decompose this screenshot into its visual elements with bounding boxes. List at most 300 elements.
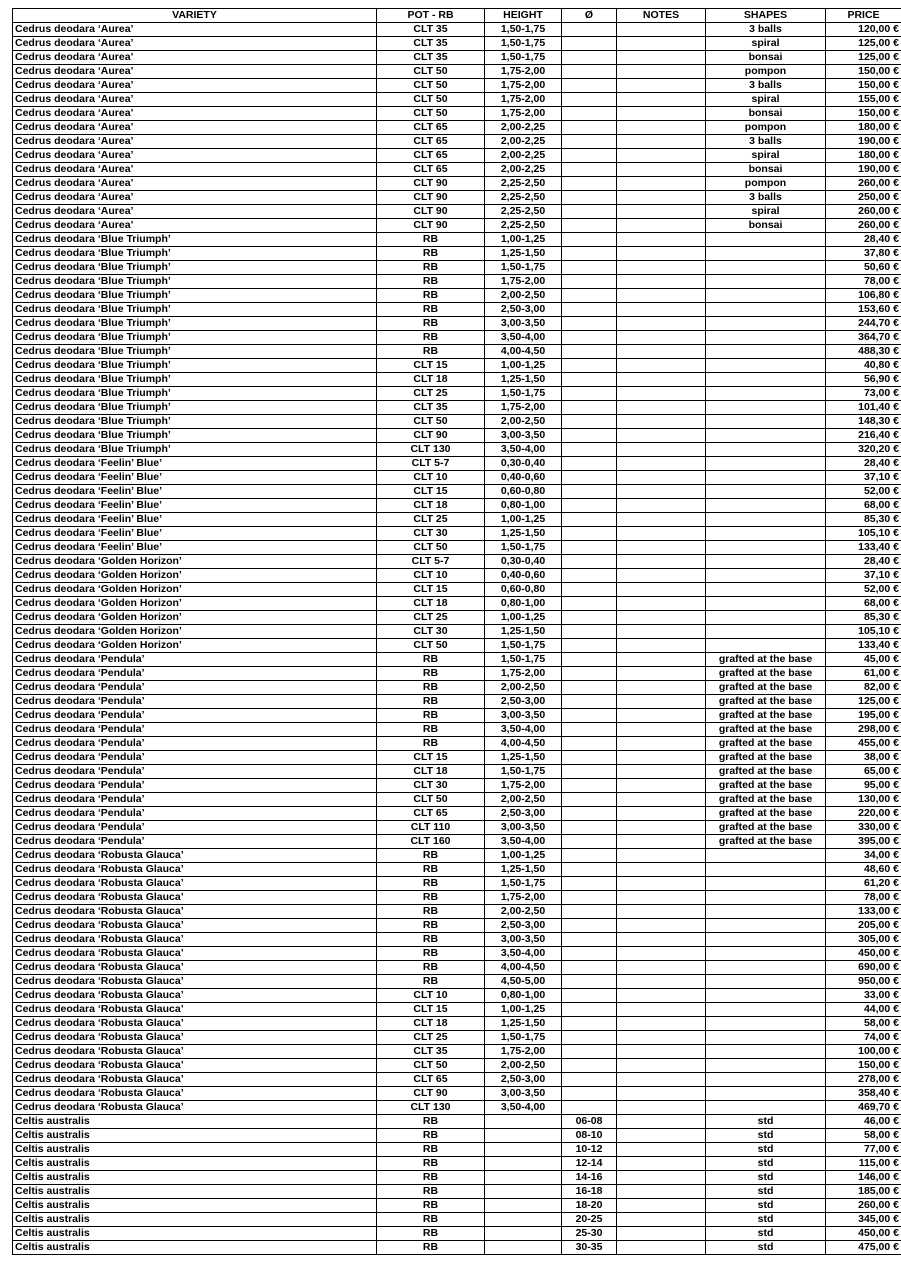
diameter-cell bbox=[562, 793, 617, 807]
shape-cell bbox=[706, 317, 826, 331]
diameter-cell bbox=[562, 835, 617, 849]
height-cell: 3,50-4,00 bbox=[485, 443, 562, 457]
height-cell bbox=[485, 1115, 562, 1129]
pot-cell: RB bbox=[377, 891, 485, 905]
price-cell: 153,60 € bbox=[826, 303, 901, 317]
notes-cell bbox=[617, 289, 706, 303]
variety-cell: Cedrus deodara ‘Aurea’ bbox=[13, 177, 377, 191]
height-cell: 1,25-1,50 bbox=[485, 373, 562, 387]
table-row bbox=[13, 597, 901, 611]
height-cell: 3,00-3,50 bbox=[485, 821, 562, 835]
notes-cell bbox=[617, 1031, 706, 1045]
pot-cell: RB bbox=[377, 1199, 485, 1213]
pot-cell: RB bbox=[377, 919, 485, 933]
diameter-cell bbox=[562, 1059, 617, 1073]
diameter-cell bbox=[562, 667, 617, 681]
variety-cell: Cedrus deodara ‘Robusta Glauca’ bbox=[13, 1017, 377, 1031]
price-cell: 44,00 € bbox=[826, 1003, 901, 1017]
height-cell: 0,80-1,00 bbox=[485, 597, 562, 611]
diameter-cell bbox=[562, 51, 617, 65]
notes-cell bbox=[617, 359, 706, 373]
height-cell bbox=[485, 1157, 562, 1171]
diameter-cell bbox=[562, 247, 617, 261]
table-row bbox=[13, 807, 901, 821]
diameter-cell bbox=[562, 723, 617, 737]
pot-cell: RB bbox=[377, 961, 485, 975]
height-cell: 1,50-1,75 bbox=[485, 261, 562, 275]
pot-cell: RB bbox=[377, 1171, 485, 1185]
price-cell: 50,60 € bbox=[826, 261, 901, 275]
notes-cell bbox=[617, 975, 706, 989]
diameter-cell: 08-10 bbox=[562, 1129, 617, 1143]
pot-cell: CLT 35 bbox=[377, 23, 485, 37]
pot-cell: CLT 90 bbox=[377, 177, 485, 191]
price-cell: 364,70 € bbox=[826, 331, 901, 345]
notes-cell bbox=[617, 429, 706, 443]
height-cell: 1,50-1,75 bbox=[485, 765, 562, 779]
diameter-cell bbox=[562, 429, 617, 443]
table-row bbox=[13, 863, 901, 877]
variety-cell: Cedrus deodara ‘Robusta Glauca’ bbox=[13, 1003, 377, 1017]
diameter-cell bbox=[562, 1003, 617, 1017]
variety-cell: Cedrus deodara ‘Pendula’ bbox=[13, 793, 377, 807]
diameter-cell bbox=[562, 359, 617, 373]
table-row bbox=[13, 401, 901, 415]
table-row bbox=[13, 359, 901, 373]
notes-cell bbox=[617, 1199, 706, 1213]
diameter-cell bbox=[562, 121, 617, 135]
notes-cell bbox=[617, 919, 706, 933]
shape-cell: grafted at the base bbox=[706, 681, 826, 695]
price-cell: 37,10 € bbox=[826, 471, 901, 485]
price-cell: 455,00 € bbox=[826, 737, 901, 751]
pot-cell: CLT 65 bbox=[377, 121, 485, 135]
height-cell: 1,25-1,50 bbox=[485, 751, 562, 765]
pot-cell: CLT 5-7 bbox=[377, 555, 485, 569]
shape-cell: grafted at the base bbox=[706, 779, 826, 793]
variety-cell: Celtis australis bbox=[13, 1227, 377, 1241]
diameter-cell bbox=[562, 233, 617, 247]
price-cell: 101,40 € bbox=[826, 401, 901, 415]
price-cell: 28,40 € bbox=[826, 457, 901, 471]
table-row bbox=[13, 751, 901, 765]
price-cell: 250,00 € bbox=[826, 191, 901, 205]
price-cell: 58,00 € bbox=[826, 1129, 901, 1143]
notes-cell bbox=[617, 23, 706, 37]
shape-cell bbox=[706, 933, 826, 947]
price-cell: 180,00 € bbox=[826, 149, 901, 163]
table-row bbox=[13, 821, 901, 835]
table-row bbox=[13, 275, 901, 289]
pot-cell: RB bbox=[377, 863, 485, 877]
variety-cell: Cedrus deodara ‘Feelin’ Blue’ bbox=[13, 485, 377, 499]
header-pot-rb: POT - RB bbox=[377, 9, 485, 23]
diameter-cell bbox=[562, 1045, 617, 1059]
pot-cell: RB bbox=[377, 709, 485, 723]
shape-cell: std bbox=[706, 1143, 826, 1157]
pot-cell: CLT 25 bbox=[377, 1031, 485, 1045]
variety-cell: Cedrus deodara ‘Aurea’ bbox=[13, 205, 377, 219]
diameter-cell bbox=[562, 863, 617, 877]
variety-cell: Cedrus deodara ‘Robusta Glauca’ bbox=[13, 877, 377, 891]
diameter-cell bbox=[562, 275, 617, 289]
variety-cell: Cedrus deodara ‘Robusta Glauca’ bbox=[13, 891, 377, 905]
price-cell: 345,00 € bbox=[826, 1213, 901, 1227]
shape-cell: spiral bbox=[706, 37, 826, 51]
height-cell bbox=[485, 1213, 562, 1227]
notes-cell bbox=[617, 443, 706, 457]
pot-cell: RB bbox=[377, 695, 485, 709]
shape-cell: bonsai bbox=[706, 51, 826, 65]
shape-cell: 3 balls bbox=[706, 23, 826, 37]
table-row bbox=[13, 933, 901, 947]
price-cell: 690,00 € bbox=[826, 961, 901, 975]
notes-cell bbox=[617, 1143, 706, 1157]
notes-cell bbox=[617, 345, 706, 359]
notes-cell bbox=[617, 849, 706, 863]
pot-cell: CLT 15 bbox=[377, 583, 485, 597]
height-cell: 2,00-2,50 bbox=[485, 905, 562, 919]
price-cell: 150,00 € bbox=[826, 107, 901, 121]
notes-cell bbox=[617, 1101, 706, 1115]
table-row bbox=[13, 485, 901, 499]
table-row bbox=[13, 387, 901, 401]
diameter-cell bbox=[562, 163, 617, 177]
shape-cell: grafted at the base bbox=[706, 765, 826, 779]
shape-cell bbox=[706, 345, 826, 359]
diameter-cell bbox=[562, 471, 617, 485]
diameter-cell bbox=[562, 1101, 617, 1115]
notes-cell bbox=[617, 457, 706, 471]
diameter-cell bbox=[562, 331, 617, 345]
pot-cell: CLT 35 bbox=[377, 401, 485, 415]
pot-cell: CLT 18 bbox=[377, 765, 485, 779]
shape-cell bbox=[706, 1045, 826, 1059]
height-cell: 1,25-1,50 bbox=[485, 1017, 562, 1031]
pot-cell: CLT 35 bbox=[377, 1045, 485, 1059]
price-cell: 950,00 € bbox=[826, 975, 901, 989]
diameter-cell bbox=[562, 303, 617, 317]
diameter-cell bbox=[562, 765, 617, 779]
notes-cell bbox=[617, 709, 706, 723]
pot-cell: RB bbox=[377, 877, 485, 891]
table-row bbox=[13, 23, 901, 37]
pot-cell: RB bbox=[377, 849, 485, 863]
pot-cell: RB bbox=[377, 1213, 485, 1227]
table-row bbox=[13, 849, 901, 863]
pot-cell: CLT 35 bbox=[377, 51, 485, 65]
shape-cell: std bbox=[706, 1129, 826, 1143]
table-row bbox=[13, 1003, 901, 1017]
shape-cell: pompon bbox=[706, 177, 826, 191]
table-row bbox=[13, 191, 901, 205]
diameter-cell bbox=[562, 807, 617, 821]
price-cell: 40,80 € bbox=[826, 359, 901, 373]
pot-cell: RB bbox=[377, 1157, 485, 1171]
notes-cell bbox=[617, 387, 706, 401]
variety-cell: Cedrus deodara ‘Blue Triumph’ bbox=[13, 401, 377, 415]
variety-cell: Cedrus deodara ‘Blue Triumph’ bbox=[13, 415, 377, 429]
diameter-cell bbox=[562, 961, 617, 975]
table-row bbox=[13, 527, 901, 541]
variety-cell: Celtis australis bbox=[13, 1213, 377, 1227]
diameter-cell bbox=[562, 891, 617, 905]
height-cell: 1,25-1,50 bbox=[485, 863, 562, 877]
notes-cell bbox=[617, 513, 706, 527]
variety-cell: Cedrus deodara ‘Robusta Glauca’ bbox=[13, 933, 377, 947]
shape-cell: bonsai bbox=[706, 107, 826, 121]
shape-cell bbox=[706, 261, 826, 275]
price-cell: 148,30 € bbox=[826, 415, 901, 429]
variety-cell: Cedrus deodara ‘Robusta Glauca’ bbox=[13, 1031, 377, 1045]
shape-cell: std bbox=[706, 1213, 826, 1227]
diameter-cell bbox=[562, 205, 617, 219]
price-cell: 320,20 € bbox=[826, 443, 901, 457]
shape-cell bbox=[706, 961, 826, 975]
notes-cell bbox=[617, 891, 706, 905]
pot-cell: CLT 50 bbox=[377, 793, 485, 807]
diameter-cell bbox=[562, 191, 617, 205]
variety-cell: Cedrus deodara ‘Robusta Glauca’ bbox=[13, 989, 377, 1003]
variety-cell: Cedrus deodara ‘Robusta Glauca’ bbox=[13, 1073, 377, 1087]
shape-cell bbox=[706, 275, 826, 289]
price-cell: 133,00 € bbox=[826, 905, 901, 919]
price-cell: 133,40 € bbox=[826, 639, 901, 653]
shape-cell bbox=[706, 401, 826, 415]
variety-cell: Cedrus deodara ‘Robusta Glauca’ bbox=[13, 1045, 377, 1059]
diameter-cell bbox=[562, 415, 617, 429]
diameter-cell bbox=[562, 639, 617, 653]
table-row bbox=[13, 37, 901, 51]
table-row bbox=[13, 1241, 901, 1255]
pot-cell: CLT 5-7 bbox=[377, 457, 485, 471]
price-cell: 133,40 € bbox=[826, 541, 901, 555]
notes-cell bbox=[617, 373, 706, 387]
diameter-cell bbox=[562, 709, 617, 723]
diameter-cell bbox=[562, 485, 617, 499]
table-row bbox=[13, 1171, 901, 1185]
pot-cell: CLT 50 bbox=[377, 1059, 485, 1073]
notes-cell bbox=[617, 583, 706, 597]
diameter-cell bbox=[562, 37, 617, 51]
variety-cell: Cedrus deodara ‘Aurea’ bbox=[13, 23, 377, 37]
variety-cell: Cedrus deodara ‘Robusta Glauca’ bbox=[13, 1059, 377, 1073]
table-row bbox=[13, 737, 901, 751]
notes-cell bbox=[617, 1227, 706, 1241]
shape-cell bbox=[706, 1017, 826, 1031]
notes-cell bbox=[617, 401, 706, 415]
pot-cell: CLT 30 bbox=[377, 527, 485, 541]
shape-cell: std bbox=[706, 1171, 826, 1185]
price-cell: 150,00 € bbox=[826, 79, 901, 93]
price-cell: 115,00 € bbox=[826, 1157, 901, 1171]
diameter-cell bbox=[562, 751, 617, 765]
diameter-cell bbox=[562, 541, 617, 555]
price-cell: 220,00 € bbox=[826, 807, 901, 821]
notes-cell bbox=[617, 107, 706, 121]
price-cell: 395,00 € bbox=[826, 835, 901, 849]
table-row bbox=[13, 989, 901, 1003]
notes-cell bbox=[617, 555, 706, 569]
diameter-cell bbox=[562, 653, 617, 667]
notes-cell bbox=[617, 821, 706, 835]
variety-cell: Celtis australis bbox=[13, 1185, 377, 1199]
notes-cell bbox=[617, 1171, 706, 1185]
variety-cell: Cedrus deodara ‘Blue Triumph’ bbox=[13, 373, 377, 387]
notes-cell bbox=[617, 835, 706, 849]
shape-cell: std bbox=[706, 1227, 826, 1241]
pot-cell: RB bbox=[377, 1143, 485, 1157]
notes-cell bbox=[617, 303, 706, 317]
notes-cell bbox=[617, 1087, 706, 1101]
shape-cell: grafted at the base bbox=[706, 737, 826, 751]
pot-cell: RB bbox=[377, 653, 485, 667]
pot-cell: CLT 18 bbox=[377, 1017, 485, 1031]
shape-cell bbox=[706, 639, 826, 653]
height-cell: 2,00-2,25 bbox=[485, 163, 562, 177]
variety-cell: Cedrus deodara ‘Aurea’ bbox=[13, 121, 377, 135]
variety-cell: Cedrus deodara ‘Aurea’ bbox=[13, 51, 377, 65]
notes-cell bbox=[617, 233, 706, 247]
height-cell: 1,00-1,25 bbox=[485, 849, 562, 863]
shape-cell bbox=[706, 947, 826, 961]
variety-cell: Cedrus deodara ‘Pendula’ bbox=[13, 751, 377, 765]
diameter-cell bbox=[562, 695, 617, 709]
height-cell: 4,50-5,00 bbox=[485, 975, 562, 989]
notes-cell bbox=[617, 317, 706, 331]
price-cell: 469,70 € bbox=[826, 1101, 901, 1115]
height-cell: 0,40-0,60 bbox=[485, 471, 562, 485]
diameter-cell bbox=[562, 345, 617, 359]
height-cell: 1,75-2,00 bbox=[485, 65, 562, 79]
shape-cell: 3 balls bbox=[706, 135, 826, 149]
pot-cell: RB bbox=[377, 1129, 485, 1143]
price-cell: 195,00 € bbox=[826, 709, 901, 723]
height-cell: 1,50-1,75 bbox=[485, 23, 562, 37]
pot-cell: CLT 90 bbox=[377, 191, 485, 205]
notes-cell bbox=[617, 471, 706, 485]
notes-cell bbox=[617, 415, 706, 429]
price-cell: 106,80 € bbox=[826, 289, 901, 303]
pot-cell: RB bbox=[377, 933, 485, 947]
shape-cell: 3 balls bbox=[706, 191, 826, 205]
diameter-cell bbox=[562, 261, 617, 275]
pot-cell: CLT 25 bbox=[377, 513, 485, 527]
notes-cell bbox=[617, 863, 706, 877]
table-row bbox=[13, 317, 901, 331]
variety-cell: Celtis australis bbox=[13, 1143, 377, 1157]
variety-cell: Cedrus deodara ‘Aurea’ bbox=[13, 135, 377, 149]
notes-cell bbox=[617, 1073, 706, 1087]
diameter-cell: 20-25 bbox=[562, 1213, 617, 1227]
price-cell: 58,00 € bbox=[826, 1017, 901, 1031]
pot-cell: CLT 110 bbox=[377, 821, 485, 835]
pot-cell: RB bbox=[377, 737, 485, 751]
height-cell: 2,25-2,50 bbox=[485, 191, 562, 205]
variety-cell: Cedrus deodara ‘Aurea’ bbox=[13, 191, 377, 205]
shape-cell bbox=[706, 863, 826, 877]
height-cell: 2,00-2,25 bbox=[485, 121, 562, 135]
diameter-cell bbox=[562, 975, 617, 989]
shape-cell: std bbox=[706, 1241, 826, 1255]
height-cell: 1,75-2,00 bbox=[485, 79, 562, 93]
price-cell: 358,40 € bbox=[826, 1087, 901, 1101]
pot-cell: RB bbox=[377, 345, 485, 359]
diameter-cell bbox=[562, 919, 617, 933]
diameter-cell bbox=[562, 289, 617, 303]
shape-cell bbox=[706, 541, 826, 555]
variety-cell: Cedrus deodara ‘Robusta Glauca’ bbox=[13, 1087, 377, 1101]
pot-cell: RB bbox=[377, 247, 485, 261]
variety-cell: Cedrus deodara ‘Robusta Glauca’ bbox=[13, 919, 377, 933]
height-cell: 1,25-1,50 bbox=[485, 527, 562, 541]
height-cell: 1,50-1,75 bbox=[485, 877, 562, 891]
pot-cell: CLT 25 bbox=[377, 611, 485, 625]
pot-cell: CLT 15 bbox=[377, 751, 485, 765]
height-cell: 1,25-1,50 bbox=[485, 625, 562, 639]
price-cell: 190,00 € bbox=[826, 135, 901, 149]
variety-cell: Cedrus deodara ‘Feelin’ Blue’ bbox=[13, 541, 377, 555]
table-row bbox=[13, 163, 901, 177]
height-cell: 2,00-2,50 bbox=[485, 681, 562, 695]
shape-cell: pompon bbox=[706, 65, 826, 79]
pot-cell: CLT 10 bbox=[377, 989, 485, 1003]
notes-cell bbox=[617, 765, 706, 779]
pot-cell: CLT 65 bbox=[377, 135, 485, 149]
variety-cell: Cedrus deodara ‘Robusta Glauca’ bbox=[13, 905, 377, 919]
notes-cell bbox=[617, 121, 706, 135]
table-row bbox=[13, 723, 901, 737]
table-row bbox=[13, 947, 901, 961]
variety-cell: Cedrus deodara ‘Aurea’ bbox=[13, 107, 377, 121]
table-row bbox=[13, 793, 901, 807]
variety-cell: Cedrus deodara ‘Blue Triumph’ bbox=[13, 233, 377, 247]
table-row bbox=[13, 709, 901, 723]
variety-cell: Cedrus deodara ‘Golden Horizon’ bbox=[13, 597, 377, 611]
variety-cell: Cedrus deodara ‘Feelin’ Blue’ bbox=[13, 457, 377, 471]
price-cell: 150,00 € bbox=[826, 1059, 901, 1073]
height-cell: 1,50-1,75 bbox=[485, 1031, 562, 1045]
variety-cell: Cedrus deodara ‘Aurea’ bbox=[13, 65, 377, 79]
pot-cell: CLT 30 bbox=[377, 625, 485, 639]
height-cell: 1,00-1,25 bbox=[485, 611, 562, 625]
table-row bbox=[13, 765, 901, 779]
notes-cell bbox=[617, 331, 706, 345]
notes-cell bbox=[617, 723, 706, 737]
pot-cell: CLT 130 bbox=[377, 1101, 485, 1115]
price-cell: 52,00 € bbox=[826, 583, 901, 597]
table-row bbox=[13, 1129, 901, 1143]
pot-cell: CLT 35 bbox=[377, 37, 485, 51]
pot-cell: CLT 15 bbox=[377, 1003, 485, 1017]
height-cell: 2,50-3,00 bbox=[485, 919, 562, 933]
variety-cell: Cedrus deodara ‘Aurea’ bbox=[13, 79, 377, 93]
header-shapes: SHAPES bbox=[706, 9, 826, 23]
height-cell: 4,00-4,50 bbox=[485, 737, 562, 751]
price-cell: 85,30 € bbox=[826, 513, 901, 527]
shape-cell bbox=[706, 387, 826, 401]
diameter-cell bbox=[562, 373, 617, 387]
height-cell: 2,00-2,50 bbox=[485, 793, 562, 807]
variety-cell: Cedrus deodara ‘Pendula’ bbox=[13, 653, 377, 667]
pot-cell: CLT 25 bbox=[377, 387, 485, 401]
notes-cell bbox=[617, 751, 706, 765]
shape-cell bbox=[706, 485, 826, 499]
variety-cell: Cedrus deodara ‘Pendula’ bbox=[13, 737, 377, 751]
variety-cell: Cedrus deodara ‘Aurea’ bbox=[13, 219, 377, 233]
pot-cell: RB bbox=[377, 303, 485, 317]
variety-cell: Cedrus deodara ‘Pendula’ bbox=[13, 835, 377, 849]
